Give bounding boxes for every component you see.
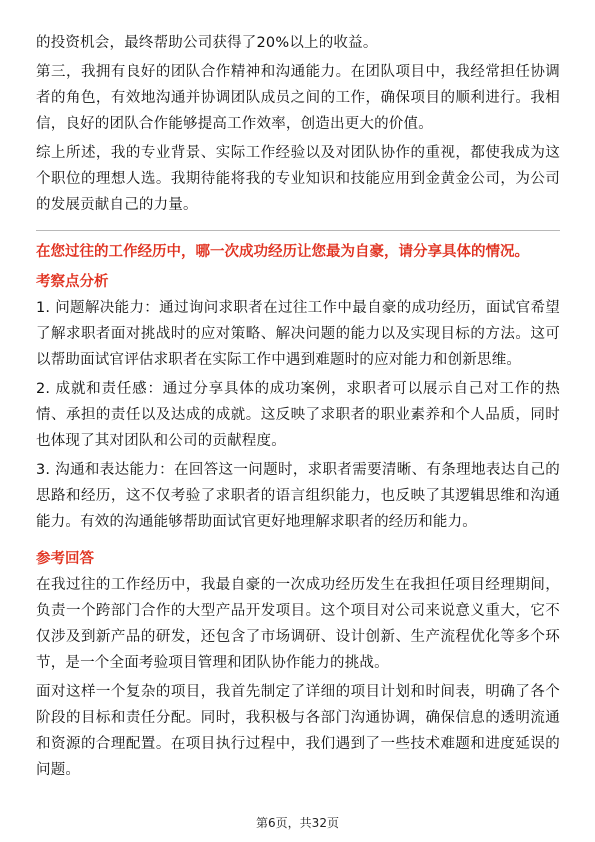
analysis-point-2: 2. 成就和责任感：通过分享具体的成功案例，求职者可以展示自己对工作的热情、承担的责任以及达成的成就。这反映了求职者的职业素养和个人品质，同时也体现了其对团队和公司的贡献程度。 (36, 381, 560, 449)
section-gap (36, 538, 560, 546)
reference-paragraph-2: 面对这样一个复杂的项目，我首先制定了详细的项目计划和时间表，明确了各个阶段的目标和责任分配。同时，我积极与各部门沟通协调，确保信息的透明流通和资源的合理配置。在项目执行过程中，我们遇到了一些技术难题和进度延误的问题。 (36, 684, 560, 778)
interview-question: 在您过往的工作经历中，哪一次成功经历让您最为自豪，请分享具体的情况。 (36, 244, 529, 260)
analysis-heading: 考察点分析 (36, 274, 109, 290)
page-number-footer: 第6页，共32页 (256, 816, 339, 830)
intro-paragraph-1: 的投资机会，最终帮助公司获得了20%以上的收益。 (36, 35, 378, 51)
reference-heading: 参考回答 (36, 551, 94, 567)
document-page (36, 30, 560, 786)
analysis-point-1: 1. 问题解决能力：通过询问求职者在过往工作中最自豪的成功经历，面试官希望了解求职者面对挑战时的应对策略、解决问题的能力以及实现目标的方法。这可以帮助面试官评估求职者在实际工作中遇到难题时的应对能力和创新思维。 (36, 300, 560, 368)
section-divider (36, 230, 560, 231)
intro-paragraph-2: 第三，我拥有良好的团队合作精神和沟通能力。在团队项目中，我经常担任协调者的角色，有效地沟通并协调团队成员之间的工作，确保项目的顺利进行。我相信，良好的团队合作能够提高工作效率，创造出更大的价值。 (36, 64, 560, 132)
reference-paragraph-1: 在我过往的工作经历中，我最自豪的一次成功经历发生在我担任项目经理期间，负责一个跨部门合作的大型产品开发项目。这个项目对公司来说意义重大，它不仅涉及到新产品的研发，还包含了市场调研、设计创新、生产流程优化等多个环节，是一个全面考验项目管理和团队协作能力的挑战。 (36, 577, 560, 671)
intro-paragraph-3: 综上所述，我的专业背景、实际工作经验以及对团队协作的重视，都使我成为这个职位的理想人选。我期待能将我的专业知识和技能应用到金黄金公司，为公司的发展贡献自己的力量。 (36, 145, 560, 213)
analysis-point-3: 3. 沟通和表达能力：在回答这一问题时，求职者需要清晰、有条理地表达自己的思路和经历，这不仅考验了求职者的语言组织能力，也反映了其逻辑思维和沟通能力。有效的沟通能够帮助面试官更好地理解求职者的经历和能力。 (36, 462, 560, 530)
